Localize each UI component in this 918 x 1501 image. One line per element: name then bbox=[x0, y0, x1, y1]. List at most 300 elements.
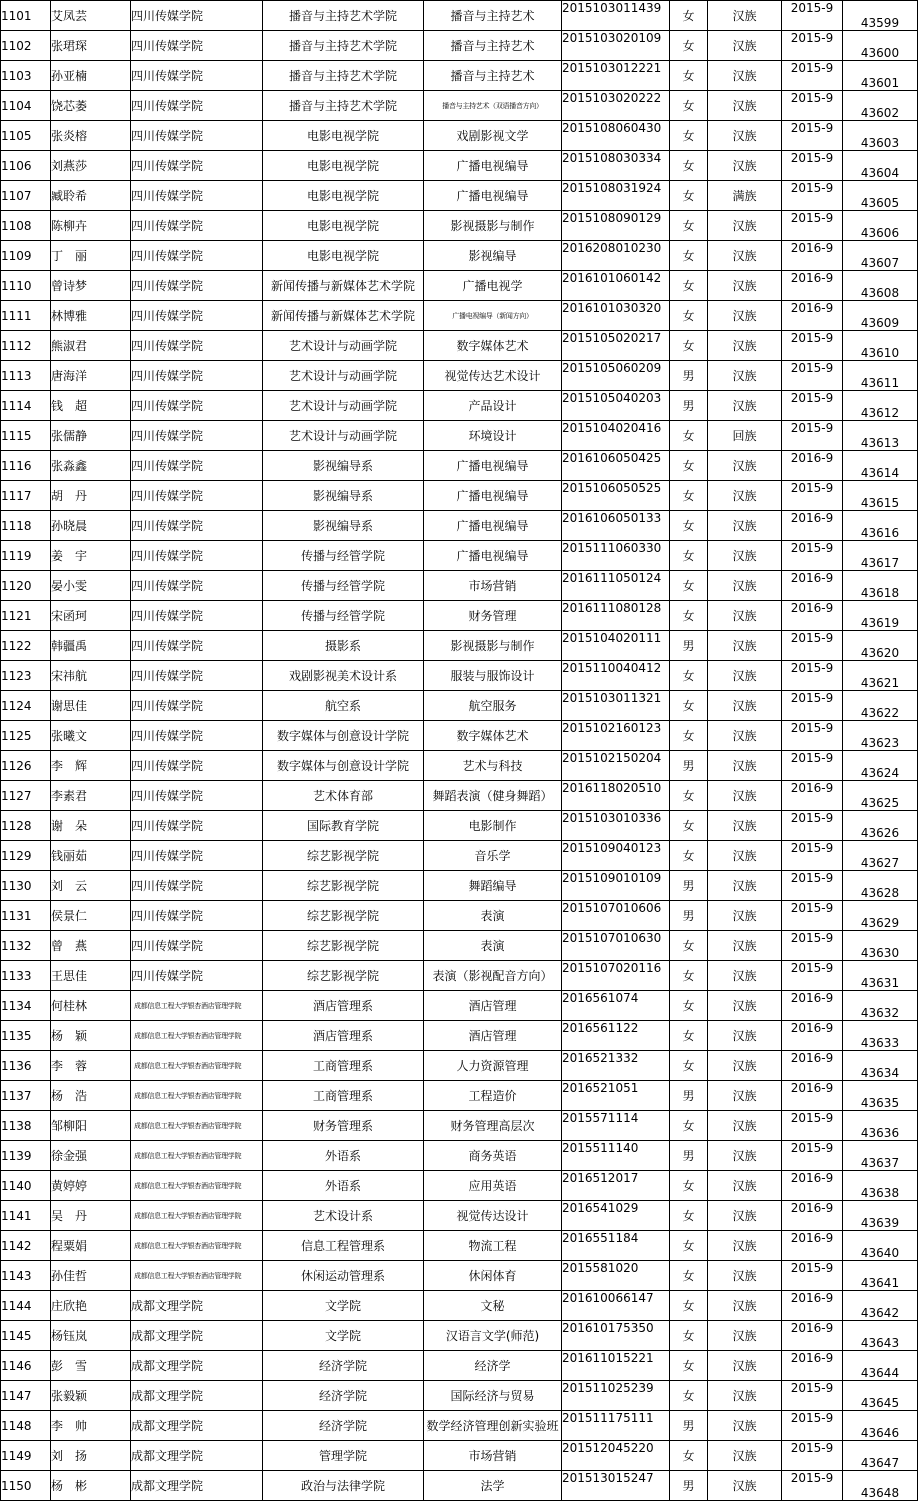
student-name-cell: 张儒静 bbox=[51, 421, 131, 451]
gender-cell: 女 bbox=[670, 811, 708, 841]
school-cell: 四川传媒学院 bbox=[131, 691, 263, 721]
gender-cell: 女 bbox=[670, 421, 708, 451]
enrollment-date-cell: 2015-9 bbox=[782, 541, 843, 571]
department-cell: 外语系 bbox=[263, 1141, 424, 1171]
record-code-cell: 43641 bbox=[843, 1261, 918, 1291]
major-cell: 表演（影视配音方向） bbox=[424, 961, 562, 991]
student-id-cell: 2015104020416 bbox=[562, 421, 670, 451]
row-index-cell: 1124 bbox=[1, 691, 51, 721]
student-id-cell: 2016561122 bbox=[562, 1021, 670, 1051]
ethnicity-cell: 汉族 bbox=[708, 691, 782, 721]
gender-cell: 女 bbox=[670, 691, 708, 721]
major-cell: 广播电视学 bbox=[424, 271, 562, 301]
enrollment-date-cell: 2015-9 bbox=[782, 1441, 843, 1471]
ethnicity-cell: 汉族 bbox=[708, 121, 782, 151]
record-code-cell: 43614 bbox=[843, 451, 918, 481]
school-cell: 四川传媒学院 bbox=[131, 91, 263, 121]
ethnicity-cell: 汉族 bbox=[708, 1321, 782, 1351]
enrollment-date-cell: 2015-9 bbox=[782, 691, 843, 721]
gender-cell: 女 bbox=[670, 91, 708, 121]
record-code-cell: 43612 bbox=[843, 391, 918, 421]
major-cell: 舞蹈编导 bbox=[424, 871, 562, 901]
department-cell: 综艺影视学院 bbox=[263, 841, 424, 871]
table-row bbox=[1, 901, 918, 931]
school-cell: 成都文理学院 bbox=[131, 1321, 263, 1351]
student-name-cell: 艾凤芸 bbox=[51, 1, 131, 31]
major-cell: 戏剧影视文学 bbox=[424, 121, 562, 151]
school-cell: 四川传媒学院 bbox=[131, 721, 263, 751]
department-cell: 综艺影视学院 bbox=[263, 931, 424, 961]
school-cell: 四川传媒学院 bbox=[131, 571, 263, 601]
row-index-cell: 1118 bbox=[1, 511, 51, 541]
gender-cell: 男 bbox=[670, 391, 708, 421]
major-cell: 市场营销 bbox=[424, 1441, 562, 1471]
gender-cell: 女 bbox=[670, 121, 708, 151]
school-cell: 四川传媒学院 bbox=[131, 301, 263, 331]
table-row bbox=[1, 1171, 918, 1201]
gender-cell: 男 bbox=[670, 631, 708, 661]
gender-cell: 女 bbox=[670, 571, 708, 601]
major-cell: 国际经济与贸易 bbox=[424, 1381, 562, 1411]
department-cell: 国际教育学院 bbox=[263, 811, 424, 841]
student-id-cell: 2015571114 bbox=[562, 1111, 670, 1141]
school-cell: 四川传媒学院 bbox=[131, 541, 263, 571]
student-id-cell: 2015511140 bbox=[562, 1141, 670, 1171]
school-cell: 成都文理学院 bbox=[131, 1411, 263, 1441]
major-cell: 广播电视编导 bbox=[424, 451, 562, 481]
school-cell: 成都文理学院 bbox=[131, 1291, 263, 1321]
student-name-cell: 杨钰岚 bbox=[51, 1321, 131, 1351]
gender-cell: 女 bbox=[670, 841, 708, 871]
school-cell: 四川传媒学院 bbox=[131, 121, 263, 151]
enrollment-date-cell: 2016-9 bbox=[782, 1321, 843, 1351]
enrollment-date-cell: 2015-9 bbox=[782, 661, 843, 691]
student-id-cell: 2015103020109 bbox=[562, 31, 670, 61]
student-id-cell: 2015102150204 bbox=[562, 751, 670, 781]
record-code-cell: 43613 bbox=[843, 421, 918, 451]
table-row bbox=[1, 181, 918, 211]
department-cell: 数字媒体与创意设计学院 bbox=[263, 751, 424, 781]
student-id-cell: 2015107010630 bbox=[562, 931, 670, 961]
ethnicity-cell: 汉族 bbox=[708, 481, 782, 511]
table-row bbox=[1, 1111, 918, 1141]
school-cell: 成都信息工程大学银杏酒店管理学院 bbox=[131, 991, 263, 1021]
record-code-cell: 43646 bbox=[843, 1411, 918, 1441]
school-cell: 四川传媒学院 bbox=[131, 391, 263, 421]
row-index-cell: 1116 bbox=[1, 451, 51, 481]
enrollment-date-cell: 2016-9 bbox=[782, 1081, 843, 1111]
student-name-cell: 姜 宇 bbox=[51, 541, 131, 571]
enrollment-date-cell: 2015-9 bbox=[782, 121, 843, 151]
ethnicity-cell: 汉族 bbox=[708, 511, 782, 541]
enrollment-date-cell: 2015-9 bbox=[782, 481, 843, 511]
school-cell: 四川传媒学院 bbox=[131, 331, 263, 361]
ethnicity-cell: 汉族 bbox=[708, 1051, 782, 1081]
student-id-cell: 2015108030334 bbox=[562, 151, 670, 181]
record-code-cell: 43640 bbox=[843, 1231, 918, 1261]
gender-cell: 女 bbox=[670, 1441, 708, 1471]
record-code-cell: 43615 bbox=[843, 481, 918, 511]
record-code-cell: 43628 bbox=[843, 871, 918, 901]
ethnicity-cell: 汉族 bbox=[708, 1201, 782, 1231]
record-code-cell: 43604 bbox=[843, 151, 918, 181]
record-code-cell: 43635 bbox=[843, 1081, 918, 1111]
ethnicity-cell: 汉族 bbox=[708, 61, 782, 91]
enrollment-date-cell: 2015-9 bbox=[782, 871, 843, 901]
department-cell: 财务管理系 bbox=[263, 1111, 424, 1141]
enrollment-date-cell: 2016-9 bbox=[782, 1171, 843, 1201]
row-index-cell: 1138 bbox=[1, 1111, 51, 1141]
table-row bbox=[1, 1441, 918, 1471]
school-cell: 四川传媒学院 bbox=[131, 781, 263, 811]
student-name-cell: 张珺琛 bbox=[51, 31, 131, 61]
row-index-cell: 1107 bbox=[1, 181, 51, 211]
student-id-cell: 2015581020 bbox=[562, 1261, 670, 1291]
row-index-cell: 1137 bbox=[1, 1081, 51, 1111]
student-id-cell: 2015105060209 bbox=[562, 361, 670, 391]
student-name-cell: 李素君 bbox=[51, 781, 131, 811]
row-index-cell: 1150 bbox=[1, 1471, 51, 1501]
major-cell: 视觉传达艺术设计 bbox=[424, 361, 562, 391]
department-cell: 播音与主持艺术学院 bbox=[263, 31, 424, 61]
department-cell: 影视编导系 bbox=[263, 481, 424, 511]
record-code-cell: 43633 bbox=[843, 1021, 918, 1051]
ethnicity-cell: 汉族 bbox=[708, 1111, 782, 1141]
ethnicity-cell: 汉族 bbox=[708, 991, 782, 1021]
ethnicity-cell: 汉族 bbox=[708, 1411, 782, 1441]
department-cell: 信息工程管理系 bbox=[263, 1231, 424, 1261]
table-row bbox=[1, 1471, 918, 1501]
record-code-cell: 43636 bbox=[843, 1111, 918, 1141]
record-code-cell: 43647 bbox=[843, 1441, 918, 1471]
student-name-cell: 庄欣艳 bbox=[51, 1291, 131, 1321]
student-id-cell: 201512045220 bbox=[562, 1441, 670, 1471]
row-index-cell: 1128 bbox=[1, 811, 51, 841]
student-name-cell: 宋祎航 bbox=[51, 661, 131, 691]
student-id-cell: 2016521332 bbox=[562, 1051, 670, 1081]
gender-cell: 女 bbox=[670, 481, 708, 511]
enrollment-date-cell: 2015-9 bbox=[782, 1141, 843, 1171]
student-id-cell: 2015103020222 bbox=[562, 91, 670, 121]
gender-cell: 女 bbox=[670, 211, 708, 241]
record-code-cell: 43639 bbox=[843, 1201, 918, 1231]
table-row bbox=[1, 151, 918, 181]
major-cell: 财务管理高层次 bbox=[424, 1111, 562, 1141]
major-cell: 视觉传达设计 bbox=[424, 1201, 562, 1231]
student-id-cell: 2016101060142 bbox=[562, 271, 670, 301]
school-cell: 四川传媒学院 bbox=[131, 241, 263, 271]
record-code-cell: 43608 bbox=[843, 271, 918, 301]
enrollment-date-cell: 2015-9 bbox=[782, 331, 843, 361]
enrollment-date-cell: 2015-9 bbox=[782, 1411, 843, 1441]
school-cell: 四川传媒学院 bbox=[131, 211, 263, 241]
student-id-cell: 2015110040412 bbox=[562, 661, 670, 691]
table-row bbox=[1, 31, 918, 61]
major-cell: 广播电视编导 bbox=[424, 181, 562, 211]
table-row bbox=[1, 571, 918, 601]
student-name-cell: 李 帅 bbox=[51, 1411, 131, 1441]
ethnicity-cell: 汉族 bbox=[708, 631, 782, 661]
school-cell: 四川传媒学院 bbox=[131, 841, 263, 871]
record-code-cell: 43627 bbox=[843, 841, 918, 871]
table-row bbox=[1, 1411, 918, 1441]
major-cell: 数学经济管理创新实验班 bbox=[424, 1411, 562, 1441]
student-name-cell: 李 辉 bbox=[51, 751, 131, 781]
table-row bbox=[1, 481, 918, 511]
enrollment-date-cell: 2016-9 bbox=[782, 241, 843, 271]
major-cell: 汉语言文学(师范) bbox=[424, 1321, 562, 1351]
school-cell: 四川传媒学院 bbox=[131, 931, 263, 961]
ethnicity-cell: 汉族 bbox=[708, 1231, 782, 1261]
enrollment-date-cell: 2015-9 bbox=[782, 811, 843, 841]
student-name-cell: 饶芯萎 bbox=[51, 91, 131, 121]
ethnicity-cell: 汉族 bbox=[708, 391, 782, 421]
department-cell: 播音与主持艺术学院 bbox=[263, 1, 424, 31]
department-cell: 新闻传播与新媒体艺术学院 bbox=[263, 271, 424, 301]
table-row bbox=[1, 1351, 918, 1381]
ethnicity-cell: 汉族 bbox=[708, 211, 782, 241]
record-code-cell: 43642 bbox=[843, 1291, 918, 1321]
student-name-cell: 邹柳阳 bbox=[51, 1111, 131, 1141]
school-cell: 成都信息工程大学银杏酒店管理学院 bbox=[131, 1201, 263, 1231]
record-code-cell: 43645 bbox=[843, 1381, 918, 1411]
table-row bbox=[1, 721, 918, 751]
enrollment-date-cell: 2016-9 bbox=[782, 1231, 843, 1261]
gender-cell: 男 bbox=[670, 1141, 708, 1171]
student-id-cell: 2015108090129 bbox=[562, 211, 670, 241]
student-name-cell: 丁 丽 bbox=[51, 241, 131, 271]
department-cell: 综艺影视学院 bbox=[263, 961, 424, 991]
major-cell: 物流工程 bbox=[424, 1231, 562, 1261]
record-code-cell: 43603 bbox=[843, 121, 918, 151]
ethnicity-cell: 汉族 bbox=[708, 1261, 782, 1291]
row-index-cell: 1126 bbox=[1, 751, 51, 781]
enrollment-date-cell: 2016-9 bbox=[782, 301, 843, 331]
student-name-cell: 张曦文 bbox=[51, 721, 131, 751]
table-row bbox=[1, 811, 918, 841]
record-code-cell: 43637 bbox=[843, 1141, 918, 1171]
row-index-cell: 1114 bbox=[1, 391, 51, 421]
department-cell: 电影电视学院 bbox=[263, 121, 424, 151]
record-code-cell: 43611 bbox=[843, 361, 918, 391]
table-row bbox=[1, 601, 918, 631]
student-name-cell: 谢思佳 bbox=[51, 691, 131, 721]
student-id-cell: 2015105040203 bbox=[562, 391, 670, 421]
major-cell: 应用英语 bbox=[424, 1171, 562, 1201]
enrollment-date-cell: 2015-9 bbox=[782, 31, 843, 61]
student-name-cell: 彭 雪 bbox=[51, 1351, 131, 1381]
record-code-cell: 43630 bbox=[843, 931, 918, 961]
department-cell: 电影电视学院 bbox=[263, 211, 424, 241]
student-name-cell: 胡 丹 bbox=[51, 481, 131, 511]
student-name-cell: 王思佳 bbox=[51, 961, 131, 991]
student-id-cell: 201611015221 bbox=[562, 1351, 670, 1381]
student-name-cell: 钱 超 bbox=[51, 391, 131, 421]
gender-cell: 女 bbox=[670, 1201, 708, 1231]
student-name-cell: 熊淑君 bbox=[51, 331, 131, 361]
table-row bbox=[1, 1, 918, 31]
enrollment-date-cell: 2015-9 bbox=[782, 841, 843, 871]
department-cell: 戏剧影视美术设计系 bbox=[263, 661, 424, 691]
student-id-cell: 2015103010336 bbox=[562, 811, 670, 841]
enrollment-date-cell: 2015-9 bbox=[782, 1111, 843, 1141]
enrollment-date-cell: 2016-9 bbox=[782, 271, 843, 301]
row-index-cell: 1105 bbox=[1, 121, 51, 151]
major-cell: 人力资源管理 bbox=[424, 1051, 562, 1081]
school-cell: 四川传媒学院 bbox=[131, 751, 263, 781]
school-cell: 四川传媒学院 bbox=[131, 181, 263, 211]
student-name-cell: 陈柳卉 bbox=[51, 211, 131, 241]
record-code-cell: 43599 bbox=[843, 1, 918, 31]
gender-cell: 女 bbox=[670, 1321, 708, 1351]
school-cell: 四川传媒学院 bbox=[131, 271, 263, 301]
enrollment-date-cell: 2015-9 bbox=[782, 91, 843, 121]
major-cell: 表演 bbox=[424, 901, 562, 931]
enrollment-date-cell: 2015-9 bbox=[782, 391, 843, 421]
record-code-cell: 43634 bbox=[843, 1051, 918, 1081]
record-code-cell: 43605 bbox=[843, 181, 918, 211]
major-cell: 酒店管理 bbox=[424, 1021, 562, 1051]
department-cell: 艺术设计与动画学院 bbox=[263, 391, 424, 421]
major-cell: 商务英语 bbox=[424, 1141, 562, 1171]
row-index-cell: 1121 bbox=[1, 601, 51, 631]
record-code-cell: 43607 bbox=[843, 241, 918, 271]
enrollment-date-cell: 2015-9 bbox=[782, 1471, 843, 1501]
student-id-cell: 2016208010230 bbox=[562, 241, 670, 271]
enrollment-date-cell: 2015-9 bbox=[782, 751, 843, 781]
department-cell: 综艺影视学院 bbox=[263, 871, 424, 901]
major-cell: 数字媒体艺术 bbox=[424, 721, 562, 751]
student-name-cell: 曾 燕 bbox=[51, 931, 131, 961]
enrollment-date-cell: 2015-9 bbox=[782, 361, 843, 391]
table-row bbox=[1, 991, 918, 1021]
school-cell: 成都信息工程大学银杏酒店管理学院 bbox=[131, 1141, 263, 1171]
row-index-cell: 1101 bbox=[1, 1, 51, 31]
major-cell: 舞蹈表演（健身舞蹈） bbox=[424, 781, 562, 811]
gender-cell: 男 bbox=[670, 1411, 708, 1441]
table-row bbox=[1, 91, 918, 121]
student-id-cell: 2016521051 bbox=[562, 1081, 670, 1111]
ethnicity-cell: 汉族 bbox=[708, 331, 782, 361]
enrollment-date-cell: 2016-9 bbox=[782, 1021, 843, 1051]
gender-cell: 女 bbox=[670, 931, 708, 961]
department-cell: 文学院 bbox=[263, 1321, 424, 1351]
row-index-cell: 1149 bbox=[1, 1441, 51, 1471]
student-id-cell: 2015103011439 bbox=[562, 1, 670, 31]
record-code-cell: 43619 bbox=[843, 601, 918, 631]
student-id-cell: 2016106050425 bbox=[562, 451, 670, 481]
major-cell: 数字媒体艺术 bbox=[424, 331, 562, 361]
department-cell: 艺术设计与动画学院 bbox=[263, 361, 424, 391]
major-cell: 财务管理 bbox=[424, 601, 562, 631]
row-index-cell: 1134 bbox=[1, 991, 51, 1021]
enrollment-date-cell: 2015-9 bbox=[782, 631, 843, 661]
student-name-cell: 孙佳哲 bbox=[51, 1261, 131, 1291]
row-index-cell: 1139 bbox=[1, 1141, 51, 1171]
gender-cell: 女 bbox=[670, 961, 708, 991]
department-cell: 播音与主持艺术学院 bbox=[263, 91, 424, 121]
department-cell: 管理学院 bbox=[263, 1441, 424, 1471]
major-cell: 播音与主持艺术 bbox=[424, 1, 562, 31]
gender-cell: 男 bbox=[670, 1081, 708, 1111]
department-cell: 艺术设计与动画学院 bbox=[263, 421, 424, 451]
school-cell: 成都信息工程大学银杏酒店管理学院 bbox=[131, 1231, 263, 1261]
ethnicity-cell: 汉族 bbox=[708, 811, 782, 841]
student-name-cell: 林博雅 bbox=[51, 301, 131, 331]
enrollment-date-cell: 2015-9 bbox=[782, 931, 843, 961]
row-index-cell: 1145 bbox=[1, 1321, 51, 1351]
row-index-cell: 1122 bbox=[1, 631, 51, 661]
table-row bbox=[1, 451, 918, 481]
student-id-cell: 2016551184 bbox=[562, 1231, 670, 1261]
table-row bbox=[1, 781, 918, 811]
table-row bbox=[1, 1261, 918, 1291]
major-cell: 影视编导 bbox=[424, 241, 562, 271]
student-name-cell: 刘 扬 bbox=[51, 1441, 131, 1471]
student-id-cell: 201610175350 bbox=[562, 1321, 670, 1351]
major-cell: 休闲体育 bbox=[424, 1261, 562, 1291]
gender-cell: 女 bbox=[670, 31, 708, 61]
major-cell: 影视摄影与制作 bbox=[424, 631, 562, 661]
enrollment-date-cell: 2015-9 bbox=[782, 961, 843, 991]
student-name-cell: 宋函珂 bbox=[51, 601, 131, 631]
student-id-cell: 2015108031924 bbox=[562, 181, 670, 211]
school-cell: 四川传媒学院 bbox=[131, 901, 263, 931]
department-cell: 休闲运动管理系 bbox=[263, 1261, 424, 1291]
enrollment-date-cell: 2015-9 bbox=[782, 1261, 843, 1291]
table-row bbox=[1, 301, 918, 331]
student-id-cell: 2015109010109 bbox=[562, 871, 670, 901]
record-code-cell: 43625 bbox=[843, 781, 918, 811]
student-id-cell: 2015103012221 bbox=[562, 61, 670, 91]
ethnicity-cell: 汉族 bbox=[708, 841, 782, 871]
department-cell: 新闻传播与新媒体艺术学院 bbox=[263, 301, 424, 331]
department-cell: 工商管理系 bbox=[263, 1081, 424, 1111]
student-id-cell: 2015111060330 bbox=[562, 541, 670, 571]
department-cell: 播音与主持艺术学院 bbox=[263, 61, 424, 91]
student-id-cell: 2015105020217 bbox=[562, 331, 670, 361]
department-cell: 艺术设计与动画学院 bbox=[263, 331, 424, 361]
ethnicity-cell: 汉族 bbox=[708, 1, 782, 31]
ethnicity-cell: 汉族 bbox=[708, 271, 782, 301]
record-code-cell: 43629 bbox=[843, 901, 918, 931]
table-row bbox=[1, 1291, 918, 1321]
gender-cell: 男 bbox=[670, 901, 708, 931]
table-row bbox=[1, 1021, 918, 1051]
enrollment-date-cell: 2016-9 bbox=[782, 511, 843, 541]
row-index-cell: 1143 bbox=[1, 1261, 51, 1291]
record-code-cell: 43644 bbox=[843, 1351, 918, 1381]
table-row bbox=[1, 271, 918, 301]
student-name-cell: 韩疆禹 bbox=[51, 631, 131, 661]
ethnicity-cell: 汉族 bbox=[708, 781, 782, 811]
school-cell: 四川传媒学院 bbox=[131, 1, 263, 31]
student-name-cell: 唐海洋 bbox=[51, 361, 131, 391]
row-index-cell: 1148 bbox=[1, 1411, 51, 1441]
gender-cell: 女 bbox=[670, 601, 708, 631]
gender-cell: 男 bbox=[670, 871, 708, 901]
student-id-cell: 2015104020111 bbox=[562, 631, 670, 661]
table-row bbox=[1, 331, 918, 361]
student-name-cell: 臧聆希 bbox=[51, 181, 131, 211]
record-code-cell: 43623 bbox=[843, 721, 918, 751]
ethnicity-cell: 汉族 bbox=[708, 1141, 782, 1171]
row-index-cell: 1144 bbox=[1, 1291, 51, 1321]
record-code-cell: 43643 bbox=[843, 1321, 918, 1351]
enrollment-date-cell: 2015-9 bbox=[782, 211, 843, 241]
department-cell: 电影电视学院 bbox=[263, 151, 424, 181]
gender-cell: 女 bbox=[670, 301, 708, 331]
